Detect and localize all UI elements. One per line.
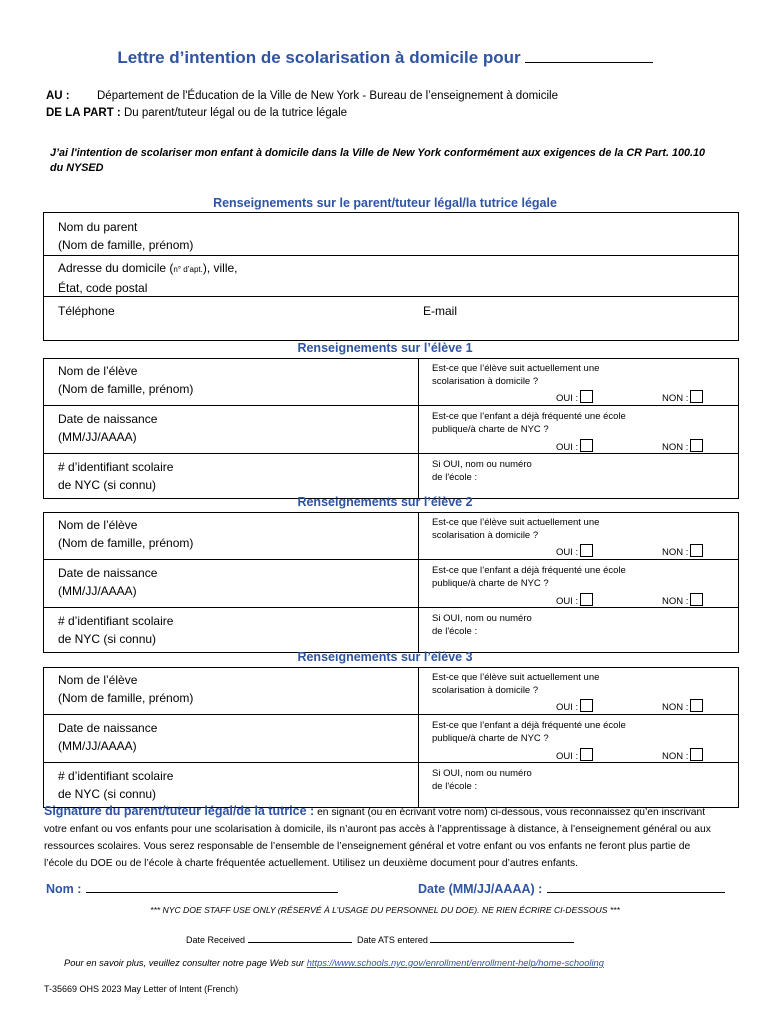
yes-checkbox[interactable] <box>580 699 593 712</box>
no-label: NON : <box>662 596 689 607</box>
form-id: T-35669 OHS 2023 May Letter of Intent (French) <box>44 984 239 994</box>
signature-section <box>44 803 734 872</box>
student-2-divider-1 <box>43 559 739 560</box>
student-3-column-divider <box>418 667 419 808</box>
from-value: Du parent/tuteur légal ou de la tutrice légale <box>123 107 348 119</box>
question-text: Est-ce que l’enfant a déjà fréquenté une école <box>432 565 626 576</box>
student-3-homeschool-yes[interactable] <box>556 699 593 714</box>
student-dob-sublabel: (MM/JJ/AAAA) <box>58 584 137 598</box>
question-text: de l'école : <box>432 626 478 637</box>
signature-heading: Signature du parent/tuteur légal/de la tutrice : <box>44 804 315 818</box>
student-3-public-school-question <box>432 719 626 745</box>
to-line <box>46 90 70 102</box>
date-ats-label: Date ATS entered <box>357 935 428 945</box>
signature-name-label: Nom : <box>46 882 82 896</box>
signature-date-row <box>418 880 725 898</box>
student-3-homeschool-question <box>432 671 599 697</box>
document-title <box>0 48 770 68</box>
student-name-sublabel: (Nom de famille, prénom) <box>58 691 194 705</box>
no-checkbox[interactable] <box>690 390 703 403</box>
address-label-a: Adresse du domicile ( <box>58 261 174 275</box>
student-dob-label: Date de naissance <box>58 412 158 426</box>
yes-checkbox[interactable] <box>580 544 593 557</box>
student-3-divider-1 <box>43 714 739 715</box>
yes-label: OUI : <box>556 442 579 453</box>
student-name-sublabel: (Nom de famille, prénom) <box>58 536 194 550</box>
student-name-label: Nom de l’élève <box>58 673 138 687</box>
student-2-public-school-question <box>432 564 626 590</box>
question-text: publique/à charte de NYC ? <box>432 424 549 435</box>
date-ats-row <box>357 934 574 945</box>
no-checkbox[interactable] <box>690 748 703 761</box>
student-3-public-school-no[interactable] <box>662 748 703 763</box>
student-3-dob-field[interactable] <box>58 719 157 755</box>
question-text: publique/à charte de NYC ? <box>432 733 549 744</box>
student-2-school-name-field[interactable] <box>432 612 532 638</box>
parent-name-sublabel: (Nom de famille, prénom) <box>58 238 194 252</box>
student-2-public-school-yes[interactable] <box>556 593 593 608</box>
date-received-line[interactable] <box>248 934 352 943</box>
intent-line-2: du NYSED <box>50 162 104 174</box>
question-text: Est-ce que l’élève suit actuellement une <box>432 517 600 528</box>
parent-address-label <box>58 259 238 279</box>
question-text: Si OUI, nom ou numéro <box>432 768 532 779</box>
no-checkbox[interactable] <box>690 593 703 606</box>
question-text: Est-ce que l’élève suit actuellement une <box>432 672 600 683</box>
student-2-column-divider <box>418 512 419 653</box>
question-text: Si OUI, nom ou numéro <box>432 613 532 624</box>
student-dob-sublabel: (MM/JJ/AAAA) <box>58 430 137 444</box>
signature-date-line[interactable] <box>547 882 725 893</box>
student-dob-label: Date de naissance <box>58 566 158 580</box>
student-id-label: # d’identifiant scolaire <box>58 614 174 628</box>
student-2-homeschool-yes[interactable] <box>556 544 593 559</box>
signature-name-row <box>46 880 338 898</box>
no-checkbox[interactable] <box>690 439 703 452</box>
student-id-sublabel: de NYC (si connu) <box>58 478 157 492</box>
student-3-divider-2 <box>43 762 739 763</box>
question-text: Est-ce que l’enfant a déjà fréquenté une école <box>432 411 626 422</box>
staff-notice: *** NYC DOE STAFF USE ONLY (RÉSERVÉ À L’USAGE DU PERSONNEL DU DOE). NE RIEN ÉCRIRE CI-DESSOUS *** <box>150 905 620 915</box>
student-1-public-school-no[interactable] <box>662 439 703 454</box>
student-dob-label: Date de naissance <box>58 721 158 735</box>
student-2-public-school-no[interactable] <box>662 593 703 608</box>
student-2-homeschool-question <box>432 516 599 542</box>
student-name-label: Nom de l’élève <box>58 364 138 378</box>
student-2-divider-2 <box>43 607 739 608</box>
student-1-id-field[interactable] <box>58 458 173 494</box>
signature-text-4: l’école du DOE ou de l’école à charte fréquentée actuellement. Utilisez un deuxième document pour d’autres enfants. <box>44 858 579 869</box>
question-text: scolarisation à domicile ? <box>432 530 539 541</box>
parent-phone-label[interactable]: Téléphone <box>58 304 115 318</box>
question-text: Est-ce que l’élève suit actuellement une <box>432 363 600 374</box>
yes-label: OUI : <box>556 393 579 404</box>
date-ats-line[interactable] <box>430 934 574 943</box>
student-id-label: # d’identifiant scolaire <box>58 769 174 783</box>
student-id-sublabel: de NYC (si connu) <box>58 787 157 801</box>
student-3-name-field[interactable] <box>58 671 193 707</box>
student-id-sublabel: de NYC (si connu) <box>58 632 157 646</box>
question-text: publique/à charte de NYC ? <box>432 578 549 589</box>
address-label-apt: n° d’apt. <box>173 265 203 274</box>
title-blank-line[interactable] <box>525 48 653 63</box>
student-2-dob-field[interactable] <box>58 564 157 600</box>
address-label-c: ), ville, <box>202 261 238 275</box>
parent-address-sublabel: État, code postal <box>58 281 148 295</box>
question-text: de l'école : <box>432 472 478 483</box>
parent-address-field[interactable] <box>58 259 238 297</box>
signature-date-label: Date (MM/JJ/AAAA) : <box>418 882 543 896</box>
student-1-homeschool-question <box>432 362 599 388</box>
no-label: NON : <box>662 547 689 558</box>
yes-checkbox[interactable] <box>580 390 593 403</box>
student-dob-sublabel: (MM/JJ/AAAA) <box>58 739 137 753</box>
homeschooling-link[interactable]: https://www.schools.nyc.gov/enrollment/enrollment-help/home-schooling <box>306 958 604 968</box>
signature-text-3: ressources scolaires. Vous serez responsable de l’ensemble de l’enseignement général et votre enfant ou vos enfants ne feront plus partie de <box>44 841 691 852</box>
student-1-heading: Renseignements sur l’élève 1 <box>297 341 473 355</box>
info-line <box>64 958 604 968</box>
student-2-id-field[interactable] <box>58 612 173 648</box>
parent-name-field[interactable] <box>58 218 193 254</box>
question-text: Si OUI, nom ou numéro <box>432 459 532 470</box>
student-3-heading: Renseignements sur l’élève 3 <box>297 650 473 664</box>
signature-text-2: votre enfant ou vos enfants pour une scolarisation à domicile, ils n’auront pas accès à l’apprentissage à distance, à l’enseignement général ou aux <box>44 824 711 835</box>
signature-text-1: en signant (ou en écrivant votre nom) ci-dessous, vous reconnaissez qu’en inscrivant <box>317 807 706 818</box>
from-label: DE LA PART : <box>46 107 121 119</box>
student-3-public-school-yes[interactable] <box>556 748 593 763</box>
question-text: Est-ce que l’enfant a déjà fréquenté une école <box>432 720 626 731</box>
yes-label: OUI : <box>556 751 579 762</box>
date-received-label: Date Received <box>186 935 246 945</box>
student-3-homeschool-no[interactable] <box>662 699 703 714</box>
student-name-sublabel: (Nom de famille, prénom) <box>58 382 194 396</box>
parent-name-label: Nom du parent <box>58 220 138 234</box>
parent-email-label[interactable]: E-mail <box>423 304 458 318</box>
yes-label: OUI : <box>556 702 579 713</box>
yes-checkbox[interactable] <box>580 593 593 606</box>
student-2-homeschool-no[interactable] <box>662 544 703 559</box>
signature-name-line[interactable] <box>86 882 338 893</box>
student-3-id-field[interactable] <box>58 767 173 803</box>
student-name-label: Nom de l’élève <box>58 518 138 532</box>
date-received-row <box>186 934 352 945</box>
yes-label: OUI : <box>556 547 579 558</box>
no-label: NON : <box>662 442 689 453</box>
student-1-homeschool-yes[interactable] <box>556 390 593 405</box>
parent-section-heading: Renseignements sur le parent/tuteur légal/la tutrice légale <box>213 196 557 210</box>
parent-divider-1 <box>43 255 739 256</box>
to-value: Département de l'Éducation de la Ville de New York - Bureau de l’enseignement à domicile <box>97 90 558 102</box>
student-2-name-field[interactable] <box>58 516 193 552</box>
student-id-label: # d’identifiant scolaire <box>58 460 174 474</box>
title-text: Lettre d’intention de scolarisation à domicile pour <box>117 48 521 67</box>
from-line <box>46 107 347 119</box>
student-1-divider-2 <box>43 453 739 454</box>
student-1-public-school-yes[interactable] <box>556 439 593 454</box>
no-checkbox[interactable] <box>690 544 703 557</box>
question-text: scolarisation à domicile ? <box>432 685 539 696</box>
question-text: de l'école : <box>432 781 478 792</box>
student-3-school-name-field[interactable] <box>432 767 532 793</box>
yes-checkbox[interactable] <box>580 748 593 761</box>
question-text: scolarisation à domicile ? <box>432 376 539 387</box>
no-label: NON : <box>662 393 689 404</box>
info-text: Pour en savoir plus, veuillez consulter notre page Web sur <box>64 958 305 968</box>
no-checkbox[interactable] <box>690 699 703 712</box>
intent-statement <box>50 147 730 174</box>
student-1-homeschool-no[interactable] <box>662 390 703 405</box>
student-1-school-name-field[interactable] <box>432 458 532 484</box>
student-1-name-field[interactable] <box>58 362 193 398</box>
student-1-dob-field[interactable] <box>58 410 157 446</box>
no-label: NON : <box>662 751 689 762</box>
student-2-heading: Renseignements sur l’élève 2 <box>297 495 473 509</box>
to-label: AU : <box>46 90 70 102</box>
student-1-public-school-question <box>432 410 626 436</box>
yes-label: OUI : <box>556 596 579 607</box>
yes-checkbox[interactable] <box>580 439 593 452</box>
student-1-column-divider <box>418 358 419 499</box>
student-1-divider-1 <box>43 405 739 406</box>
no-label: NON : <box>662 702 689 713</box>
intent-line-1: J’ai l'intention de scolariser mon enfant à domicile dans la Ville de New York conformément aux exigences de la CR Part. 100.10 <box>50 147 706 159</box>
